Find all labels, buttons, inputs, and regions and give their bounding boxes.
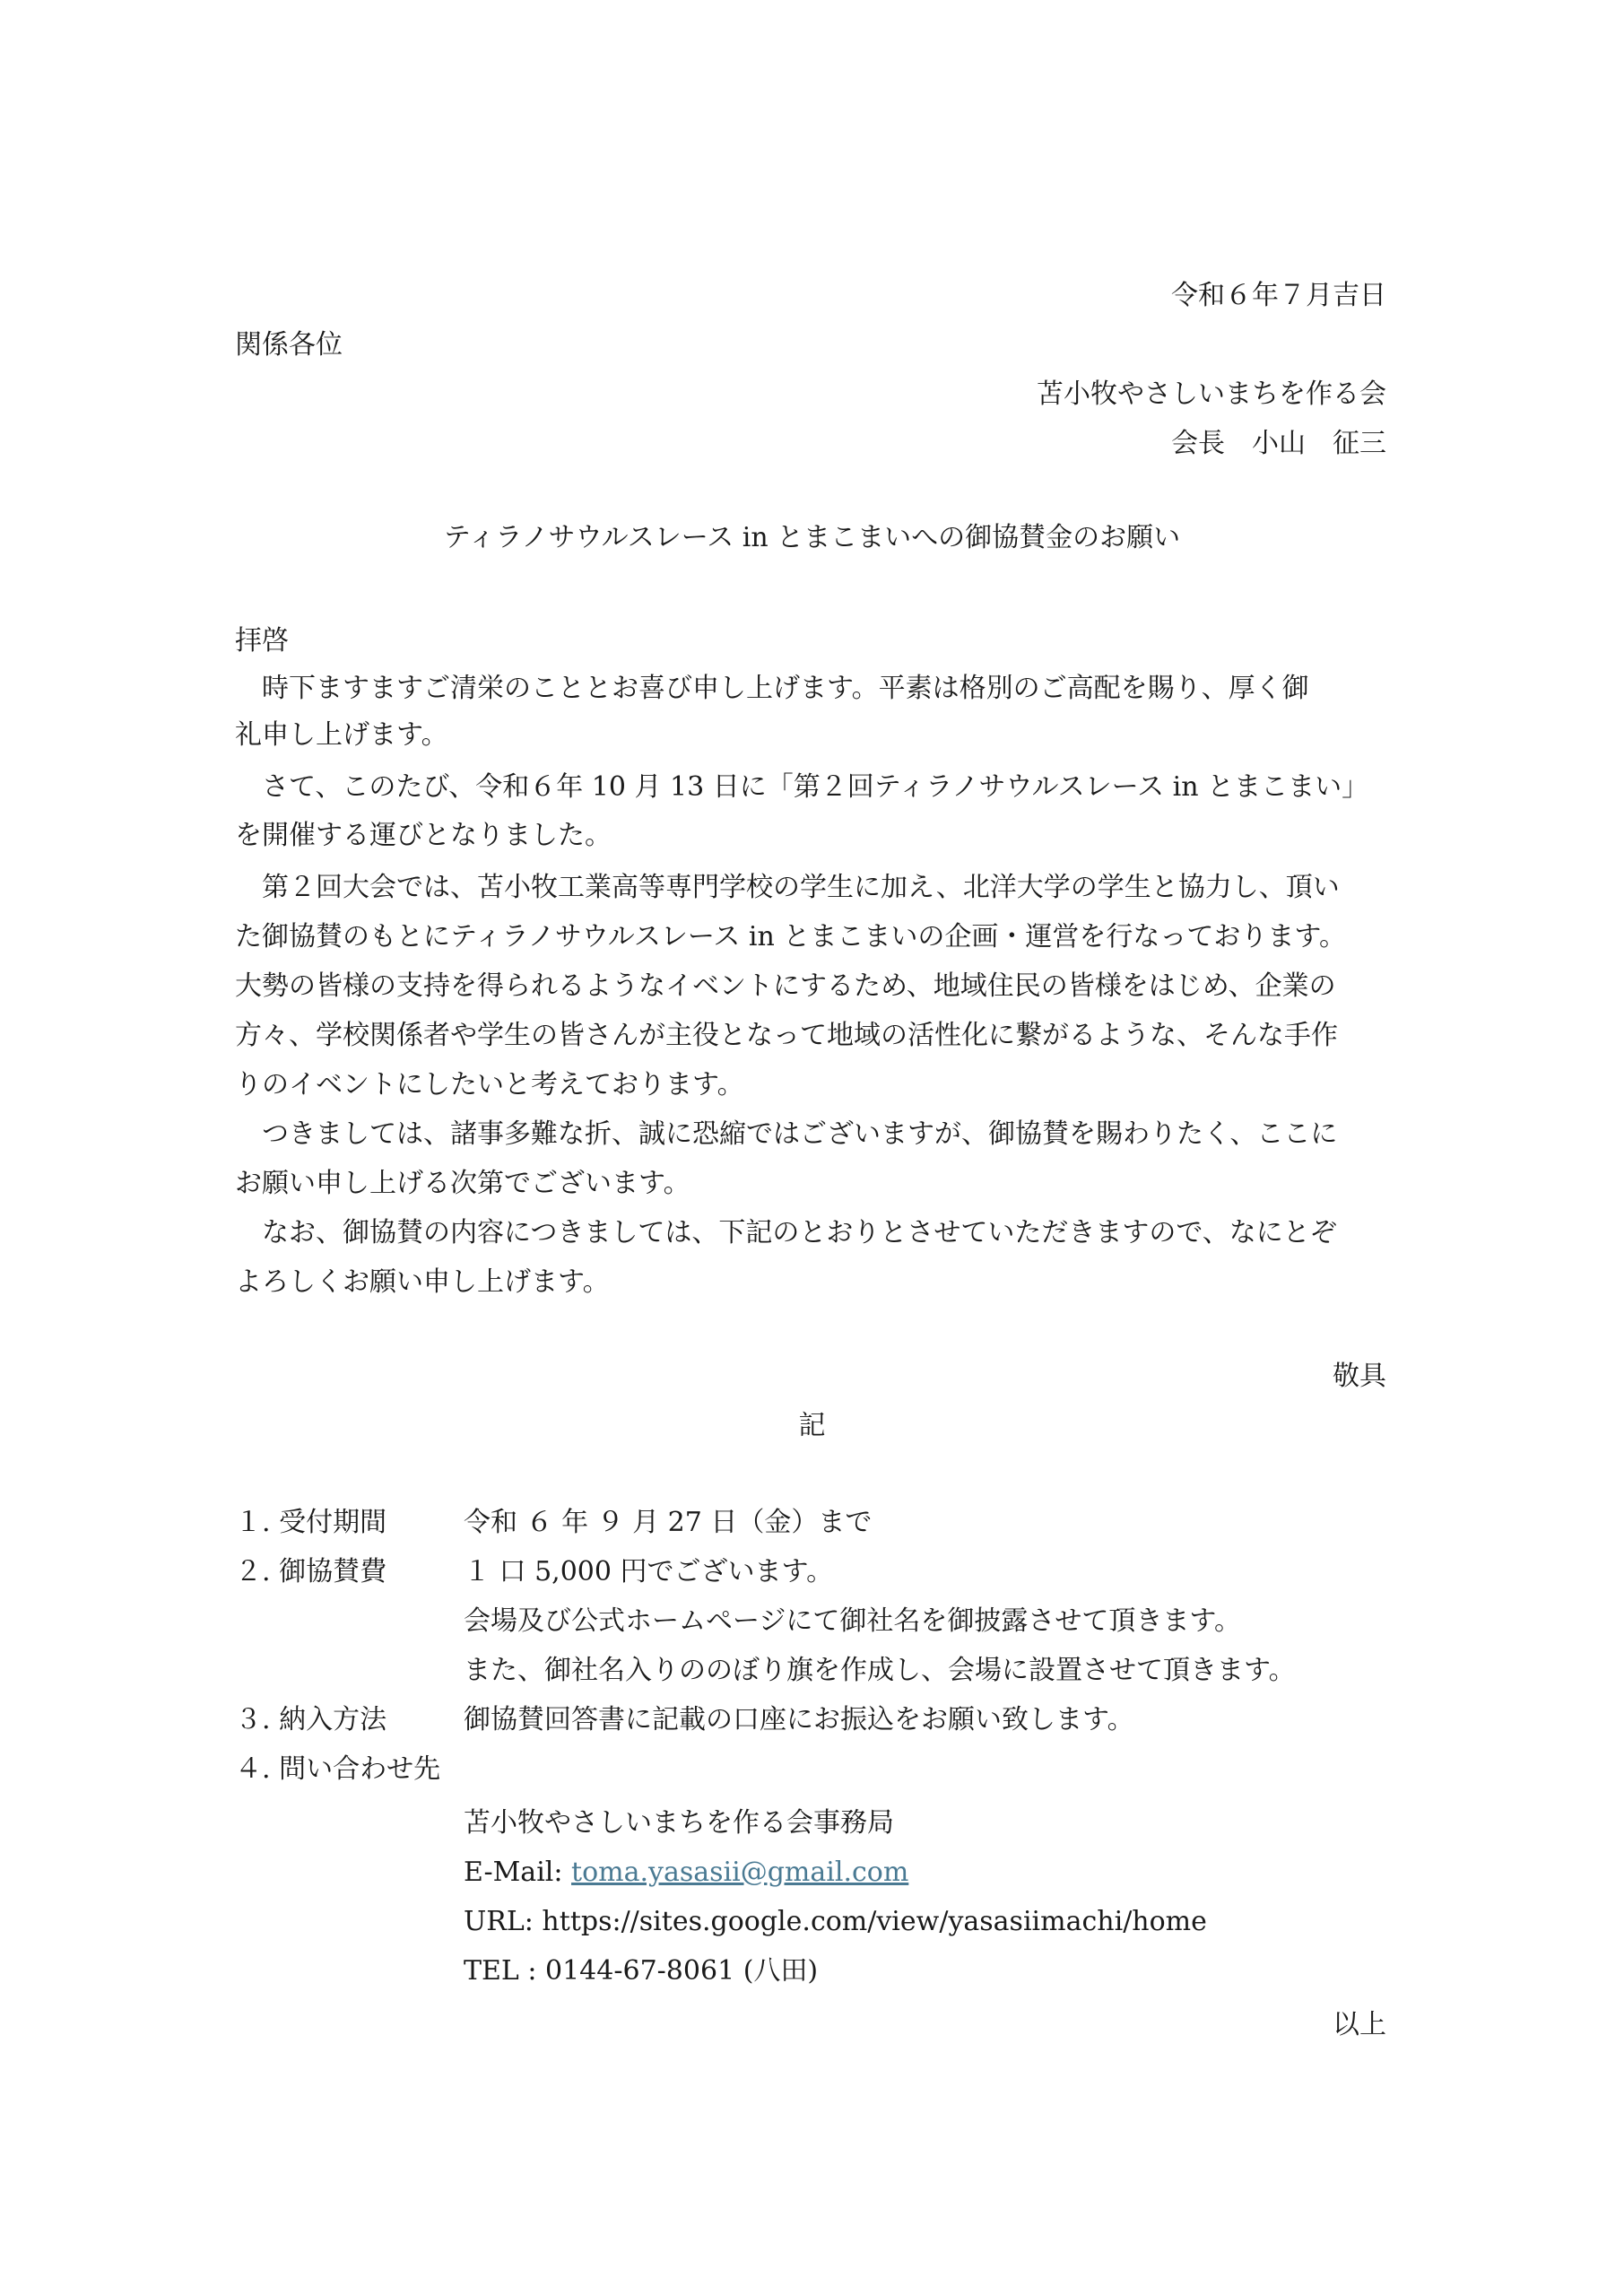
item-label: ２. 御協賛費 (235, 1556, 387, 1587)
item-detail: また、御社名入りののぼり旗を作成し、会場に設置させて頂きます。 (464, 1655, 1296, 1686)
document-title: ティラノサウルスレース in とまこまいへの御協賛金のお願い (443, 522, 1181, 553)
document-date: 令和６年７月吉日 (1171, 280, 1386, 311)
salutation: 拝啓 (235, 625, 289, 657)
email-link[interactable]: toma.yasasii@gmail.com (571, 1857, 909, 1888)
body-line: 第２回大会では、苫小牧工業高等専門学校の学生に加え、北洋大学の学生と協力し、頂い (235, 872, 1340, 903)
ki-heading: 記 (798, 1410, 826, 1441)
item-sponsorship-fee (235, 1554, 833, 1590)
item-value: １ 口 5,000 円でございます。 (464, 1556, 834, 1587)
item-label: ４. 問い合わせ先 (235, 1753, 441, 1785)
body-line: 時下ますますご清栄のこととお喜び申し上げます。平素は格別のご高配を賜り、厚く御 (235, 673, 1309, 704)
sender-representative: 会長 小山 征三 (1171, 428, 1386, 459)
body-line: 礼申し上げます。 (235, 719, 448, 751)
body-line: た御協賛のもとにティラノサウルスレース in とまこまいの企画・運営を行なっております。 (235, 921, 1346, 952)
contact-url: URL: https://sites.google.com/view/yasasiimachi/home (464, 1906, 1207, 1937)
body-line: なお、御協賛の内容につきましては、下記のとおりとさせていただきますので、なにとぞ (235, 1217, 1337, 1248)
sender-organization: 苫小牧やさしいまちを作る会 (1037, 378, 1386, 410)
body-line: つきましては、諸事多難な折、誠に恐縮ではございますが、御協賛を賜わりたく、ここに (235, 1118, 1338, 1150)
contact-tel: TEL : 0144-67-8061 (八田) (464, 1955, 819, 1987)
body-line: りのイベントにしたいと考えております。 (235, 1069, 744, 1100)
contact-email-line (464, 1855, 908, 1891)
item-label: ３. 納入方法 (235, 1704, 387, 1735)
body-line: よろしくお願い申し上げます。 (235, 1266, 610, 1298)
body-line: お願い申し上げる次第でございます。 (235, 1168, 690, 1199)
addressee: 関係各位 (235, 329, 343, 361)
closing-keigu: 敬具 (1333, 1361, 1386, 1392)
email-label: E-Mail: (464, 1857, 572, 1888)
body-line: を開催する運びとなりました。 (235, 820, 612, 851)
closing-ijou: 以上 (1333, 2009, 1386, 2040)
item-contact (235, 1752, 464, 1787)
body-line: 方々、学校関係者や学生の皆さんが主役となって地域の活性化に繋がるような、そんな手作 (235, 1020, 1338, 1051)
item-payment-method (235, 1702, 1134, 1738)
item-detail: 会場及び公式ホームページにて御社名を御披露させて頂きます。 (464, 1605, 1241, 1637)
item-value: 御協賛回答書に記載の口座にお振込をお願い致します。 (464, 1704, 1134, 1735)
item-reception-period (235, 1505, 872, 1541)
contact-office: 苫小牧やさしいまちを作る会事務局 (464, 1807, 894, 1839)
body-line: 大勢の皆様の支持を得られるようなイベントにするため、地域住民の皆様をはじめ、企業の (235, 970, 1336, 1002)
item-value: 令和 ６ 年 ９ 月 27 日（金）まで (464, 1507, 873, 1538)
body-line: さて、このたび、令和６年 10 月 13 日に「第２回ティラノサウルスレース in とまこまい」 (235, 771, 1369, 803)
item-label: １. 受付期間 (235, 1507, 387, 1538)
